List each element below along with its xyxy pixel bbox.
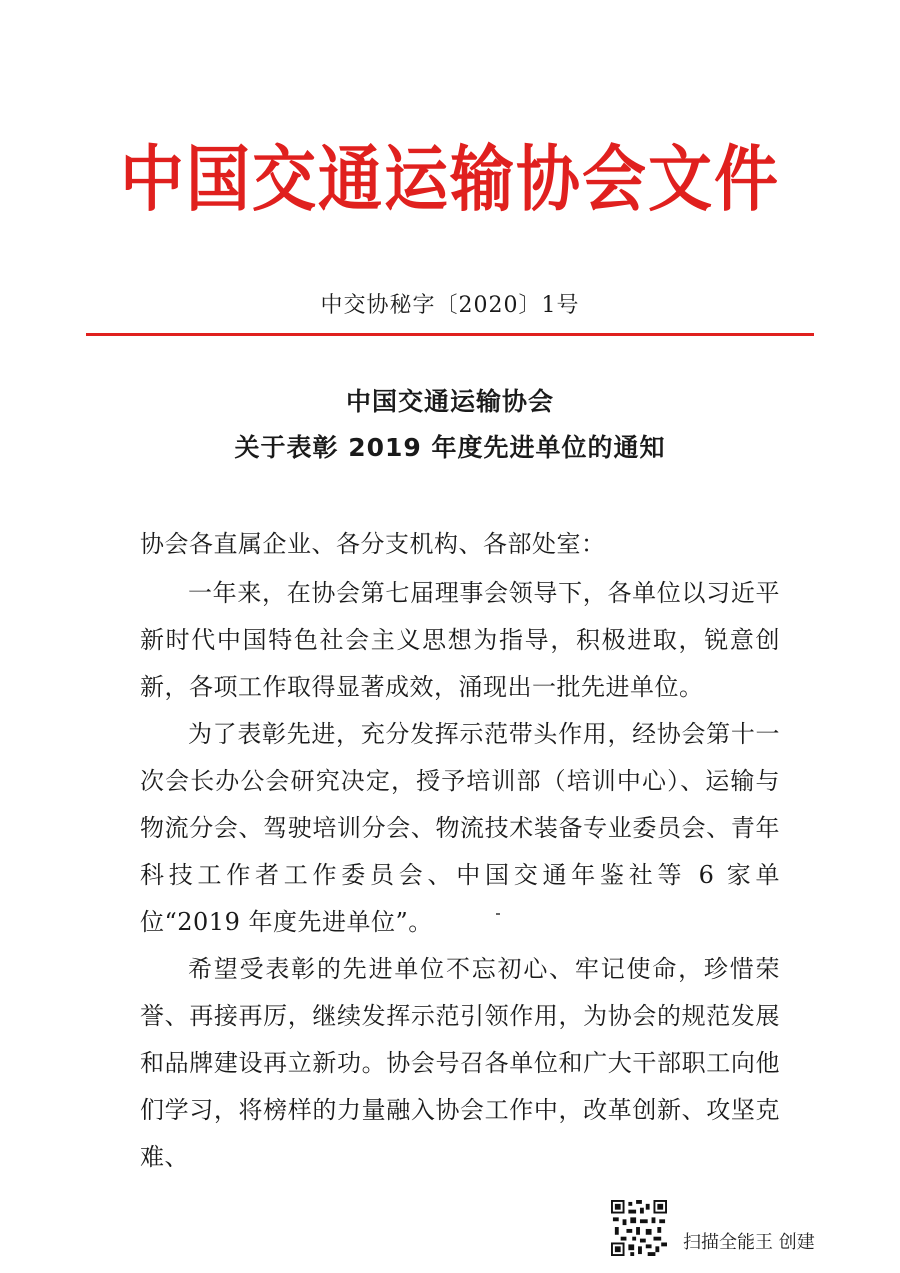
notice-title-line-1: 中国交通运输协会 xyxy=(345,387,554,416)
salutation: 协会各直属企业、各分支机构、各部处室： xyxy=(140,530,606,558)
scan-speck xyxy=(496,913,500,915)
paragraph-1: 一年来，在协会第七届理事会领导下，各单位以习近平新时代中国特色社会主义思想为指导，积极进取，锐意创新，各项工作取得显著成效，涌现出一批先进单位。 xyxy=(140,579,780,701)
paragraph-2: 为了表彰先进，充分发挥示范带头作用，经协会第十一次会长办公会研究决定，授予培训部（培训中心）、运输与物流分会、驾驶培训分会、物流技术装备专业委员会、青年科技工作者工作委员会、中国交通年鉴社等 6 家单位“2019 年度先进单位”。 xyxy=(140,720,780,936)
paragraph-3: 希望受表彰的先进单位不忘初心、牢记使命，珍惜荣誉、再接再厉，继续发挥示范引领作用，为协会的规范发展和品牌建设再立新功。协会号召各单位和广大干部职工向他们学习，将榜样的力量融入协会工作中，改革创新、攻坚克难、 xyxy=(140,955,780,1171)
scanner-watermark: 扫描全能王 创建 xyxy=(683,1232,815,1253)
qr-code-icon xyxy=(611,1200,667,1256)
masthead-title: 中国交通运输协会文件 xyxy=(120,138,780,223)
red-divider xyxy=(86,333,814,336)
document-number: 中交协秘字〔2020〕1号 xyxy=(320,293,580,318)
notice-title-line-2: 关于表彰 2019 年度先进单位的通知 xyxy=(234,433,666,462)
